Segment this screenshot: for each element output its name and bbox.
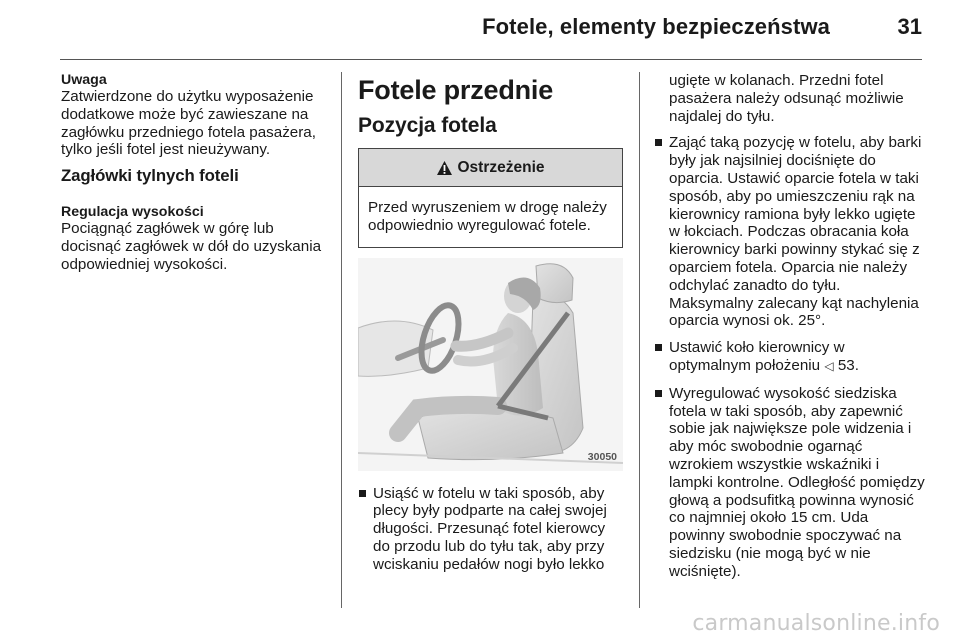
figure-code: 30050 bbox=[587, 450, 617, 463]
warning-box bbox=[358, 148, 623, 248]
list-item-continuation: ugięte w kolanach. Przedni fotel pasażera należy odsunąć możliwie najdalej do tyłu. bbox=[669, 72, 904, 125]
list-item: Usiąść w fotelu w taki sposób, aby plecy były podparte na całej swojej długości. Przesunąć fotel kierowcy do przodu lub do tyłu tak, aby przy wciskaniu pedałów nogi było lekko bbox=[358, 485, 624, 574]
list-item-text: Ustawić koło kierownicy w optymalnym położeniu bbox=[669, 339, 845, 374]
warning-label: Ostrzeżenie bbox=[457, 158, 545, 176]
column-right bbox=[654, 72, 926, 590]
column-left bbox=[61, 72, 331, 274]
list-item: Zająć taką pozycję w fotelu, aby barki były jak najsilniej dociśnięte do oparcia. Ustawić oparcie fotela w taki sposób, aby po umieszczeniu rąk na kierownicy ramiona były lekko ugięte w łokciach. Podczas obracania koła kierownicy barki powinny stykać się z oparciem fotela. Oparcia nie należy odchylać zanadto do tyłu. Maksymalny zalecany kąt nachylenia oparcia wynosi ok. 25°. bbox=[654, 134, 926, 330]
note-text: Zatwierdzone do użytku wyposażenie dodatkowe może być zawieszane na zagłówku przedniego fotela pasażera, tylko jeśli fotel jest nieużywany. bbox=[61, 88, 316, 159]
page-reference[interactable]: 53. bbox=[837, 356, 859, 374]
section-heading: Zagłówki tylnych foteli bbox=[61, 166, 239, 186]
list-item: Wyregulować wysokość siedziska fotela w taki sposób, aby zapewnić sobie jak największe pole widzenia i aby móc swobodnie ogarnąć wzrokiem wszystkie wskaźniki i lampki kontrolne. Odległość pomiędzy głową a podsufitką powinna wynosić co najmniej około 15 cm. Uda powinny swobodnie spoczywać na siedzisku (nie mogą być w nie wciśnięte). bbox=[654, 385, 926, 581]
page-header-title: Fotele, elementy bezpieczeństwa bbox=[482, 14, 830, 39]
section-title: Pozycja fotela bbox=[358, 114, 497, 137]
page-reference-icon: ◁ bbox=[824, 358, 834, 373]
list-item bbox=[654, 339, 926, 376]
column-divider bbox=[639, 72, 640, 608]
body-text: Pociągnąć zagłówek w górę lub docisnąć zagłówek w dół do uzyskania odpowiedniej wysokości. bbox=[61, 220, 322, 273]
watermark: carmanualsonline.info bbox=[692, 611, 940, 636]
note-title: Uwaga bbox=[61, 72, 107, 88]
column-divider bbox=[341, 72, 342, 608]
instruction-list bbox=[358, 485, 624, 574]
column-middle bbox=[358, 72, 624, 583]
page-header bbox=[60, 0, 922, 60]
chapter-title: Fotele przednie bbox=[358, 75, 554, 105]
page-number: 31 bbox=[897, 14, 922, 39]
driver-seat-image bbox=[358, 258, 623, 471]
warning-header bbox=[359, 149, 622, 187]
warning-text: Przed wyruszeniem w drogę należy odpowiednio wyregulować fotele. bbox=[368, 199, 607, 234]
subsection-heading: Regulacja wysokości bbox=[61, 204, 204, 221]
warning-triangle-icon bbox=[436, 160, 453, 176]
seat-position-illustration bbox=[358, 258, 623, 471]
